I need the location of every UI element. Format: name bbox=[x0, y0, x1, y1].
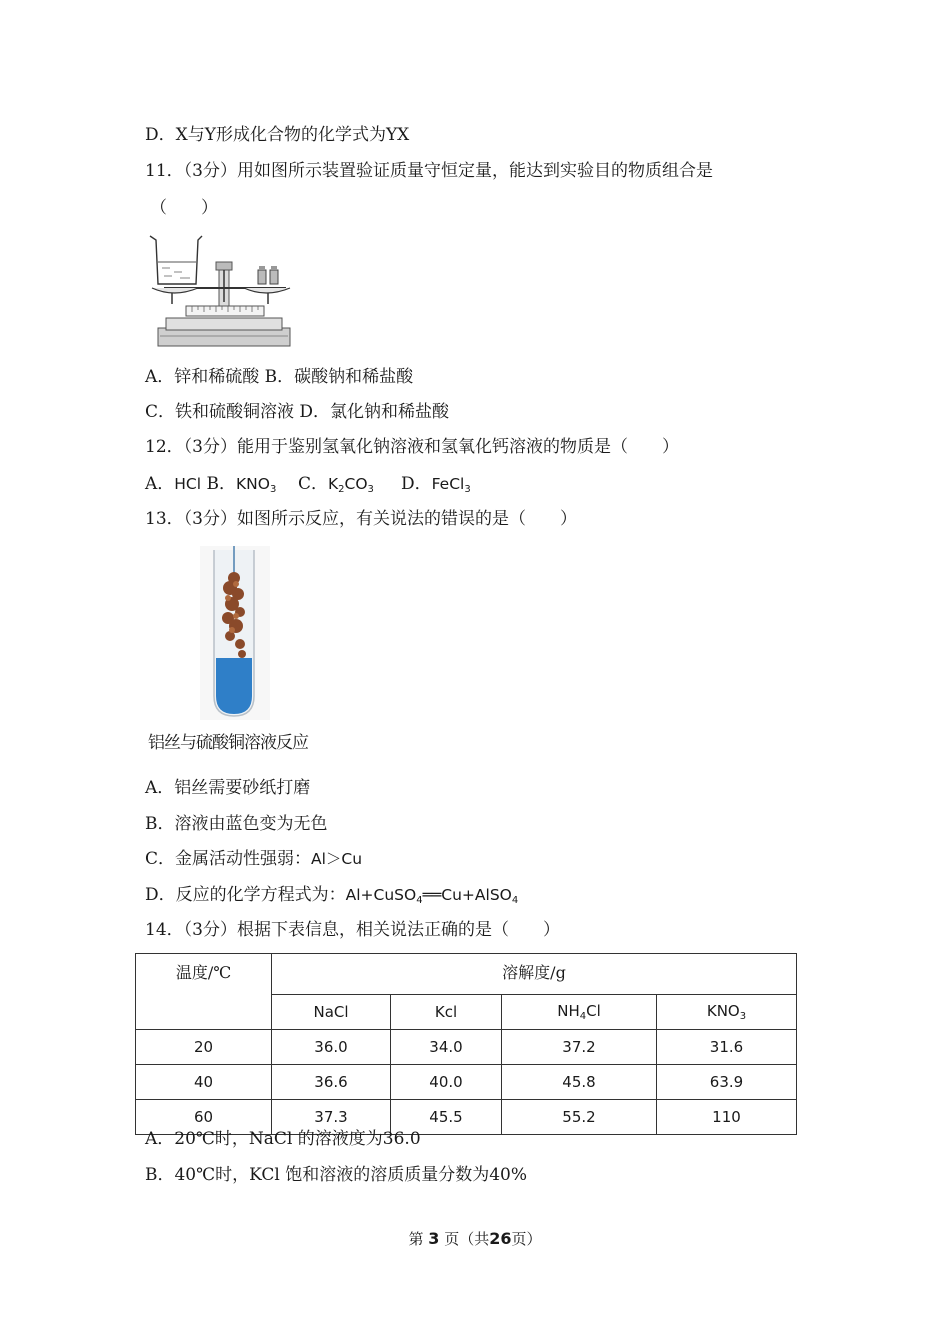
table-row bbox=[136, 1065, 797, 1100]
q11-stem: 11．（3分）用如图所示装置验证质量守恒定量，能达到实验目的物质组合是 bbox=[145, 161, 713, 181]
q13-option-d: D．反应的化学方程式为：Al+CuSO$_4$══Cu+AlSO$_4$ bbox=[145, 885, 519, 906]
q12-option-c-formula: $K_2CO_3$ bbox=[327, 475, 374, 495]
table-cell: 45.5 bbox=[391, 1100, 502, 1135]
table-cell: 31.6 bbox=[657, 1030, 797, 1065]
table-cell: 40 bbox=[136, 1065, 272, 1100]
q12-option-b-formula: $KNO_3$ bbox=[235, 475, 277, 495]
q12-option-d-formula: FeCl$_3$ bbox=[431, 475, 471, 495]
table-cell: 40.0 bbox=[391, 1065, 502, 1100]
table-cell: 110 bbox=[657, 1100, 797, 1135]
q13-option-a: A．铝丝需要砂纸打磨 bbox=[145, 778, 311, 798]
q14-option-a: A．20℃时，NaCl 的溶液度为36.0 bbox=[145, 1129, 421, 1149]
footer-total-pages: 26 bbox=[489, 1229, 512, 1248]
q12-options bbox=[145, 472, 471, 502]
table-col-nh4cl: $NH_4Cl$ bbox=[502, 995, 657, 1030]
table-cell: 36.0 bbox=[272, 1030, 391, 1065]
test-tube-figure bbox=[200, 546, 270, 720]
solubility-table bbox=[135, 953, 797, 1135]
table-cell: 55.2 bbox=[502, 1100, 657, 1135]
q13-stem: 13．（3分）如图所示反应，有关说法的错误的是（ ） bbox=[145, 509, 577, 529]
footer-page-number: 3 bbox=[428, 1229, 440, 1248]
q11-answer-paren: （ ） bbox=[150, 198, 218, 218]
table-cell: 37.3 bbox=[272, 1100, 391, 1135]
q13-figure-caption: 铝丝与硫酸铜溶液反应 bbox=[148, 733, 308, 753]
q12-stem: 12．（3分）能用于鉴别氢氧化钠溶液和氢氧化钙溶液的物质是（ ） bbox=[145, 437, 679, 457]
table-header-solubility: 溶解度/g bbox=[272, 954, 797, 995]
q13-option-b: B．溶液由蓝色变为无色 bbox=[145, 814, 328, 834]
q13-option-c: C．金属活动性强弱：Al＞Cu bbox=[145, 849, 363, 869]
q14-option-b: B．40℃时，KCl 饱和溶液的溶质质量分数为40% bbox=[145, 1165, 528, 1185]
q12-option-c-label: C． bbox=[297, 474, 328, 494]
q14-stem: 14．（3分）根据下表信息，相关说法正确的是（ ） bbox=[145, 920, 560, 940]
q11-options-cd: C．铁和硫酸铜溶液 D．氯化钠和稀盐酸 bbox=[145, 402, 450, 422]
table-cell: 63.9 bbox=[657, 1065, 797, 1100]
table-col-kcl: Kcl bbox=[391, 995, 502, 1030]
table-cell: 37.2 bbox=[502, 1030, 657, 1065]
q12-option-a-label: A． bbox=[145, 474, 175, 494]
table-cell: 36.6 bbox=[272, 1065, 391, 1100]
table-header-temperature: 温度/℃ bbox=[136, 954, 272, 1030]
page-footer: 第 3 页（共26页） bbox=[408, 1229, 542, 1248]
q12-option-b-label: B． bbox=[206, 474, 236, 494]
table-cell: 20 bbox=[136, 1030, 272, 1065]
q10-option-d: D．X与Y形成化合物的化学式为YX bbox=[145, 125, 410, 145]
table-cell: 34.0 bbox=[391, 1030, 502, 1065]
table-col-kno3: $KNO_3$ bbox=[657, 995, 797, 1030]
q12-option-d-label: D． bbox=[400, 474, 432, 494]
balance-scale-figure bbox=[146, 232, 296, 350]
table-cell: 60 bbox=[136, 1100, 272, 1135]
q12-option-a-formula: HCl bbox=[174, 475, 202, 493]
table-row bbox=[136, 1030, 797, 1065]
q11-options-ab: A．锌和稀硫酸 B．碳酸钠和稀盐酸 bbox=[145, 367, 414, 387]
table-cell: 45.8 bbox=[502, 1065, 657, 1100]
table-col-nacl: NaCl bbox=[272, 995, 391, 1030]
